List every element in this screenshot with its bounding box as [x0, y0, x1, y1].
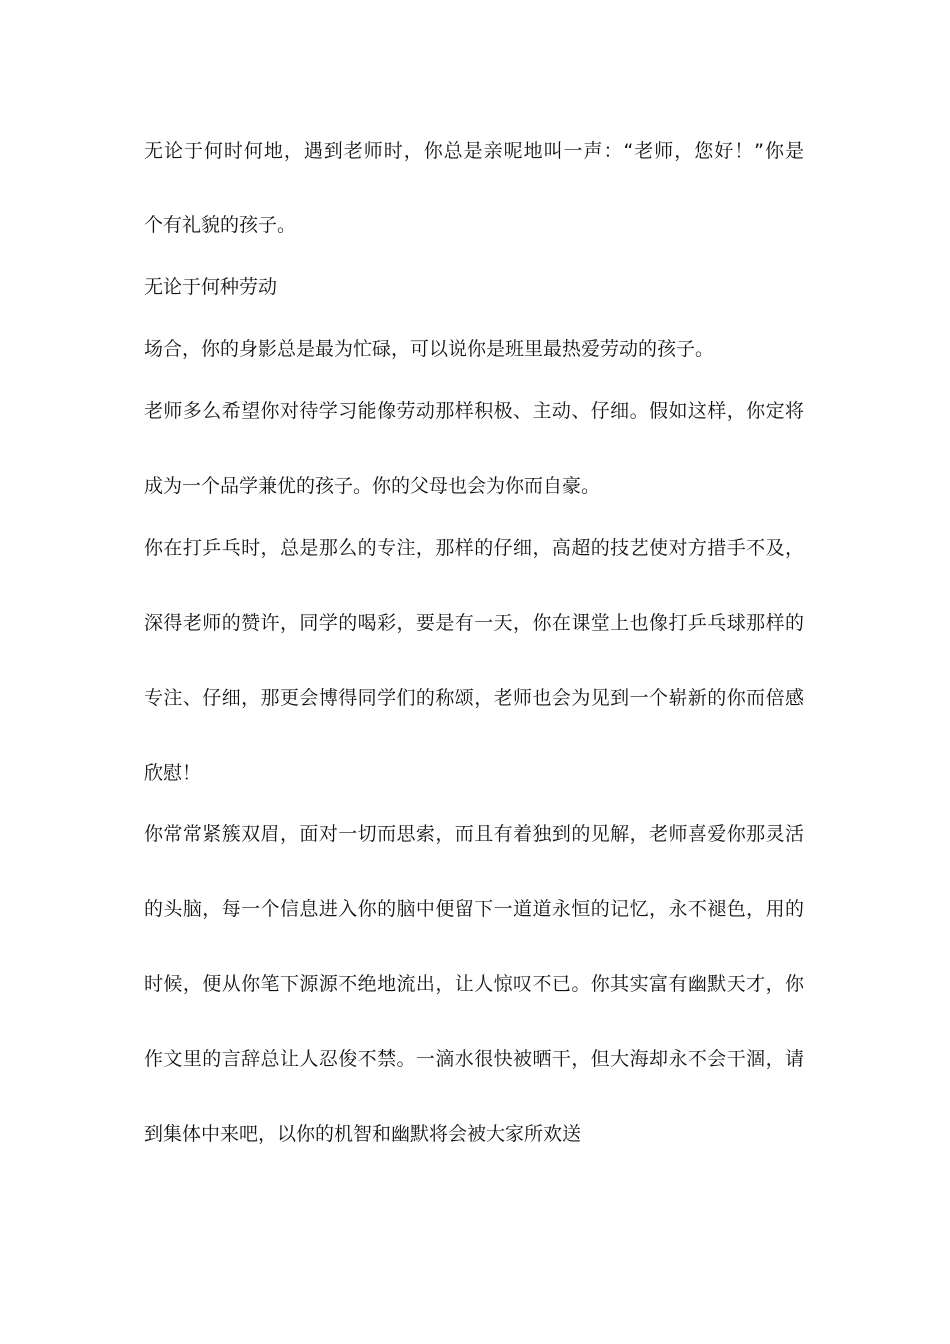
paragraph-4-line-1: 老师多么希望你对待学习能像劳动那样积极、主动、仔细。假如这样，你定将 — [144, 400, 804, 422]
paragraph-1-line-2: 个有礼貌的孩子。 — [144, 214, 297, 236]
paragraph-6-line-4: 作文里的言辞总让人忍俊不禁。一滴水很快被晒干，但大海却永不会干涸，请 — [144, 1048, 804, 1070]
paragraph-6-line-1: 你常常紧簇双眉，面对一切而思索，而且有着独到的见解，老师喜爱你那灵活 — [144, 823, 804, 845]
paragraph-6-line-5: 到集体中来吧，以你的机智和幽默将会被大家所欢送 — [144, 1123, 582, 1145]
paragraph-5-line-1: 你在打乒乓时，总是那么的专注，那样的仔细，高超的技艺使对方措手不及， — [144, 537, 804, 559]
paragraph-6-line-3: 时候，便从你笔下源源不绝地流出，让人惊叹不已。你其实富有幽默天才，你 — [144, 973, 804, 995]
paragraph-3-line-1: 场合，你的身影总是最为忙碌，可以说你是班里最热爱劳动的孩子。 — [144, 338, 715, 360]
paragraph-5-line-4: 欣慰！ — [144, 762, 202, 784]
paragraph-5-line-3: 专注、仔细，那更会博得同学们的称颂，老师也会为见到一个崭新的你而倍感 — [144, 687, 804, 709]
paragraph-6-line-2: 的头脑，每一个信息进入你的脑中便留下一道道永恒的记忆，永不褪色，用的 — [144, 898, 804, 920]
paragraph-1-line-1: 无论于何时何地，遇到老师时，你总是亲呢地叫一声：“老师，您好！”你是 — [144, 140, 804, 162]
paragraph-5-line-2: 深得老师的赞许，同学的喝彩，要是有一天，你在课堂上也像打乒乓球那样的 — [144, 612, 804, 634]
paragraph-4-line-2: 成为一个品学兼优的孩子。你的父母也会为你而自豪。 — [144, 475, 601, 497]
paragraph-2-line-1: 无论于何种劳动 — [144, 276, 278, 298]
